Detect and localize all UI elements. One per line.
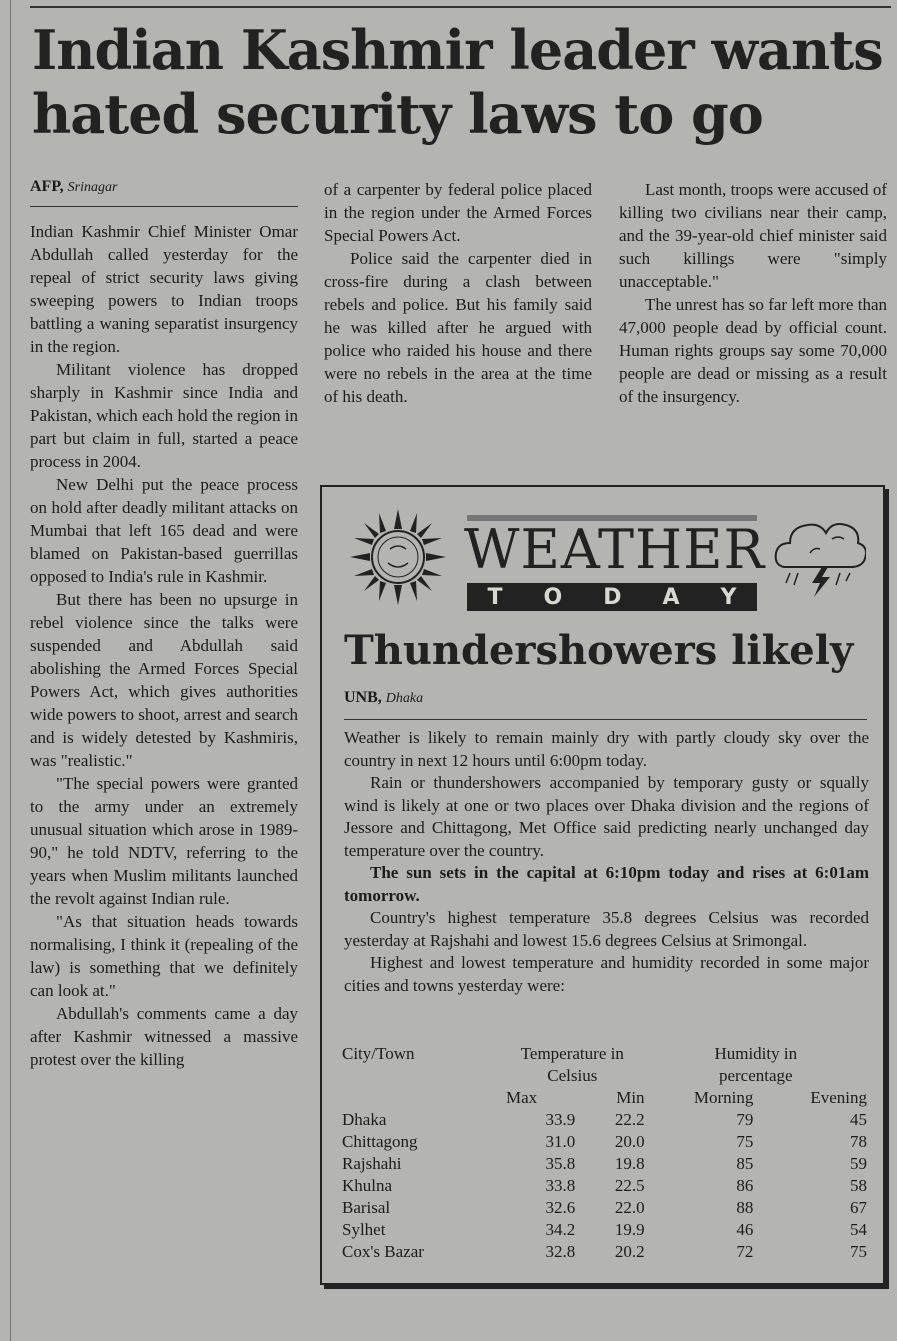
paragraph: Rain or thundershowers accompanied by temporary gusty or squally wind is likely at one or two places over Dhaka division and the regions of Jessore and Chittagong, Met Office said predicting nearly unchanged day temperature over the country. bbox=[344, 773, 869, 860]
cell-city: Dhaka bbox=[342, 1110, 387, 1129]
paragraph: Weather is likely to remain mainly dry with partly cloudy sky over the country in next 12 hours until 6:00pm today. bbox=[344, 728, 869, 770]
weather-place: Dhaka bbox=[385, 691, 424, 706]
table-row bbox=[342, 1197, 867, 1219]
cell-max: 32.6 bbox=[545, 1198, 576, 1217]
weather-table bbox=[342, 1043, 867, 1263]
article-dateline bbox=[30, 178, 298, 196]
paragraph: Last month, troops were accused of killing two civilians near their camp, and the 39-year-old chief minister said such killings were "simply unacceptable." bbox=[619, 180, 887, 291]
cell-morning: 79 bbox=[736, 1110, 754, 1129]
weather-logo bbox=[322, 487, 883, 617]
logo-letter: O bbox=[543, 584, 563, 610]
cell-evening: 59 bbox=[850, 1154, 867, 1173]
cell-evening: 78 bbox=[850, 1132, 867, 1151]
table-row bbox=[342, 1175, 867, 1197]
header-temperature-line-2: Celsius bbox=[547, 1066, 598, 1085]
cell-min: 22.2 bbox=[614, 1110, 645, 1129]
cell-city: Sylhet bbox=[342, 1220, 386, 1239]
table-row bbox=[342, 1131, 867, 1153]
cell-min: 20.0 bbox=[614, 1132, 645, 1151]
cell-morning: 88 bbox=[736, 1198, 754, 1217]
cell-max: 32.8 bbox=[545, 1242, 576, 1261]
cell-max: 33.8 bbox=[545, 1176, 576, 1195]
cell-min: 19.8 bbox=[614, 1154, 645, 1173]
paragraph: Country's highest temperature 35.8 degrees Celsius was recorded yesterday at Rajshahi and lowest 15.6 degrees Celsius at Srimongal. bbox=[344, 908, 869, 950]
header-humidity-line-2: percentage bbox=[718, 1066, 793, 1085]
cell-morning: 86 bbox=[736, 1176, 754, 1195]
header-temperature bbox=[500, 1043, 645, 1087]
header-evening: Evening bbox=[810, 1088, 867, 1107]
cell-min: 22.5 bbox=[614, 1176, 645, 1195]
table-row bbox=[342, 1241, 867, 1263]
weather-rule bbox=[344, 719, 867, 720]
cell-morning: 75 bbox=[736, 1132, 754, 1151]
cell-max: 34.2 bbox=[545, 1220, 576, 1239]
sun-icon bbox=[346, 505, 450, 609]
logo-letter: D bbox=[603, 584, 622, 610]
cell-city: Cox's Bazar bbox=[342, 1242, 424, 1261]
cell-evening: 58 bbox=[850, 1176, 867, 1195]
cell-evening: 67 bbox=[850, 1198, 867, 1217]
cell-morning: 46 bbox=[736, 1220, 754, 1239]
paragraph: Militant violence has dropped sharply in Kashmir since India and Pakistan, which each hold the region in part but claim in full, started a peace process in 2004. bbox=[30, 360, 298, 471]
weather-dateline bbox=[344, 689, 423, 707]
logo-letter: T bbox=[487, 584, 503, 610]
article-column-2 bbox=[324, 178, 592, 408]
cell-city: Barisal bbox=[342, 1198, 391, 1217]
paragraph: Highest and lowest temperature and humidity recorded in some major cities and towns yesterday were: bbox=[344, 953, 869, 995]
table-row bbox=[342, 1109, 867, 1131]
header-humidity bbox=[645, 1043, 867, 1087]
logo-weather-word: WEATHER bbox=[464, 518, 766, 581]
thundercloud-icon bbox=[770, 509, 866, 599]
left-column-rule bbox=[10, 0, 11, 1341]
weather-title: Thundershowers likely bbox=[344, 627, 854, 674]
paragraph: New Delhi put the peace process on hold after deadly militant attacks on Mumbai that left 165 dead and were blamed on Pakistan-based guerrillas opposed to India's rule in Kashmir. bbox=[30, 475, 298, 586]
headline bbox=[32, 18, 897, 146]
cell-max: 35.8 bbox=[545, 1154, 576, 1173]
cell-morning: 72 bbox=[736, 1242, 754, 1261]
dateline-rule bbox=[30, 206, 298, 207]
cell-evening: 54 bbox=[850, 1220, 867, 1239]
weather-box bbox=[320, 485, 885, 1285]
paragraph: But there has been no upsurge in rebel violence since the talks were suspended and Abdullah said abolishing the Armed Forces Special Powers Act, which gives authorities wide powers to shoot, arrest and search and is widely detested by Kashmiris, was "realistic." bbox=[30, 590, 298, 770]
table-subheader-row bbox=[342, 1087, 867, 1109]
article-place: Srinagar bbox=[67, 180, 118, 195]
cell-city: Chittagong bbox=[342, 1132, 418, 1151]
header-temperature-line-1: Temperature in bbox=[520, 1044, 624, 1063]
logo-letter: Y bbox=[720, 584, 737, 610]
header-humidity-line-1: Humidity in bbox=[714, 1044, 798, 1063]
paragraph: "As that situation heads towards normalising, I think it (repealing of the law) is something that we definitely can look at." bbox=[30, 912, 298, 1000]
logo-today-strip bbox=[467, 583, 757, 611]
table-row bbox=[342, 1153, 867, 1175]
cell-evening: 75 bbox=[850, 1242, 867, 1261]
sunset-paragraph: The sun sets in the capital at 6:10pm today and rises at 6:01am tomorrow. bbox=[344, 863, 869, 905]
weather-agency: UNB, bbox=[344, 689, 382, 706]
top-rule bbox=[30, 6, 891, 8]
paragraph: The unrest has so far left more than 47,000 people dead by official count. Human rights groups say some 70,000 people are dead or missing as a result of the insurgency. bbox=[619, 295, 887, 406]
paragraph: Indian Kashmir Chief Minister Omar Abdullah called yesterday for the repeal of strict security laws giving sweeping powers to Indian troops battling a waning separatist insurgency in the region. bbox=[30, 222, 298, 356]
header-min: Min bbox=[616, 1088, 645, 1107]
cell-min: 19.9 bbox=[614, 1220, 645, 1239]
header-city: City/Town bbox=[342, 1044, 415, 1063]
paragraph: "The special powers were granted to the army under an extremely unusual situation which arose in 1989-90," he told NDTV, referring to the years when Muslim militants launched the revolt against Indian rule. bbox=[30, 774, 298, 908]
table-row bbox=[342, 1219, 867, 1241]
cell-min: 20.2 bbox=[614, 1242, 645, 1261]
cell-evening: 45 bbox=[850, 1110, 867, 1129]
header-morning: Morning bbox=[693, 1088, 754, 1107]
cell-max: 33.9 bbox=[545, 1110, 576, 1129]
cell-city: Rajshahi bbox=[342, 1154, 402, 1173]
cell-min: 22.0 bbox=[614, 1198, 645, 1217]
table-header-row bbox=[342, 1043, 867, 1087]
cell-max: 31.0 bbox=[545, 1132, 576, 1151]
table-body bbox=[342, 1109, 867, 1263]
article-column-3 bbox=[619, 178, 887, 408]
article-column-1 bbox=[30, 220, 298, 1071]
headline-line-2: hated security laws to go bbox=[32, 82, 763, 146]
headline-line-1: Indian Kashmir leader wants bbox=[32, 18, 883, 82]
weather-body bbox=[344, 727, 869, 997]
header-max: Max bbox=[506, 1088, 538, 1107]
cell-morning: 85 bbox=[736, 1154, 754, 1173]
logo-letter: A bbox=[662, 584, 680, 610]
paragraph: Police said the carpenter died in cross-fire during a clash between rebels and police. But his family said he was killed after he argued with police who raided his house and there were no rebels in the area at the time of his death. bbox=[324, 249, 592, 406]
paragraph: Abdullah's comments came a day after Kashmir witnessed a massive protest over the killing bbox=[30, 1004, 298, 1069]
article-agency: AFP, bbox=[30, 178, 64, 195]
cell-city: Khulna bbox=[342, 1176, 393, 1195]
paragraph: of a carpenter by federal police placed in the region under the Armed Forces Special Powers Act. bbox=[324, 180, 592, 245]
